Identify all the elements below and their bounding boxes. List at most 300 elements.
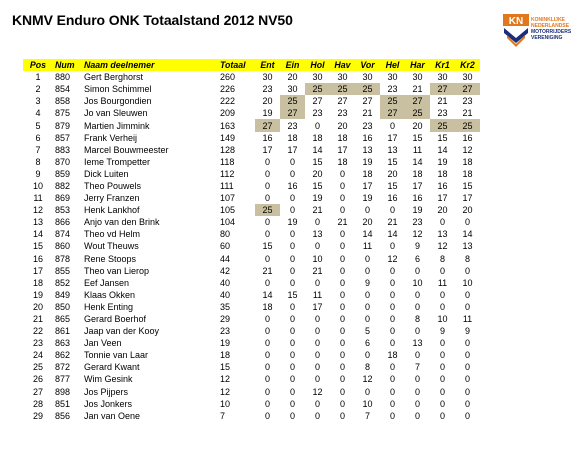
cell-pos: 18 bbox=[32, 277, 43, 288]
page-title: KNMV Enduro ONK Totaalstand 2012 NV50 bbox=[12, 12, 293, 28]
cell-score: 0 bbox=[464, 398, 470, 409]
cell-score: 25 bbox=[430, 119, 455, 131]
cell-score: 17 bbox=[437, 193, 448, 204]
cell-score: 0 bbox=[464, 217, 470, 228]
cell-pos: 16 bbox=[32, 253, 43, 264]
table-row bbox=[23, 204, 480, 216]
table-row bbox=[23, 144, 480, 156]
cell-score: 0 bbox=[389, 374, 395, 385]
cell-name: Tonnie van Laar bbox=[84, 350, 149, 361]
cell-score: 19 bbox=[262, 108, 273, 119]
cell-num: 852 bbox=[55, 277, 71, 288]
cell-name: Marcel Bouwmeester bbox=[84, 144, 169, 155]
cell-name: Rene Stoops bbox=[84, 253, 137, 264]
cell-score: 0 bbox=[289, 398, 295, 409]
table-row bbox=[23, 253, 480, 265]
cell-num: 855 bbox=[55, 265, 71, 276]
cell-score: 0 bbox=[439, 350, 445, 361]
cell-score: 14 bbox=[362, 229, 373, 240]
cell-score: 0 bbox=[339, 253, 345, 264]
cell-score: 27 bbox=[312, 96, 323, 107]
cell-score: 0 bbox=[364, 314, 370, 325]
cell-name: Henk Enting bbox=[84, 301, 134, 312]
cell-score: 0 bbox=[339, 277, 345, 288]
header-hav: Hav bbox=[330, 59, 355, 71]
table-row bbox=[23, 361, 480, 373]
cell-score: 0 bbox=[364, 350, 370, 361]
cell-score: 0 bbox=[339, 193, 345, 204]
cell-score: 0 bbox=[464, 289, 470, 300]
cell-name: Klaas Okken bbox=[84, 289, 136, 300]
cell-score: 30 bbox=[312, 72, 323, 83]
cell-score: 9 bbox=[464, 326, 470, 337]
cell-num: 849 bbox=[55, 289, 71, 300]
cell-score: 0 bbox=[314, 362, 320, 373]
cell-score: 14 bbox=[437, 144, 448, 155]
cell-pos: 4 bbox=[35, 108, 41, 119]
cell-score: 23 bbox=[387, 84, 398, 95]
cell-score: 12 bbox=[312, 386, 323, 397]
cell-score: 17 bbox=[312, 301, 323, 312]
cell-score: 14 bbox=[312, 144, 323, 155]
cell-score: 0 bbox=[464, 386, 470, 397]
cell-score: 20 bbox=[262, 96, 273, 107]
cell-score: 12 bbox=[437, 241, 448, 252]
cell-num: 898 bbox=[55, 386, 71, 397]
cell-score: 0 bbox=[389, 277, 395, 288]
cell-pos: 22 bbox=[32, 326, 43, 337]
cell-score: 0 bbox=[339, 386, 345, 397]
cell-score: 0 bbox=[264, 386, 270, 397]
cell-name: Jaap van der Kooy bbox=[84, 326, 160, 337]
cell-score: 23 bbox=[437, 108, 448, 119]
knmv-shield-icon bbox=[503, 14, 529, 48]
cell-total: 149 bbox=[220, 132, 236, 143]
table-row bbox=[23, 228, 480, 240]
cell-num: 878 bbox=[55, 253, 71, 264]
table-row bbox=[23, 386, 480, 398]
cell-score: 18 bbox=[362, 168, 373, 179]
cell-score: 21 bbox=[337, 217, 348, 228]
cell-score: 6 bbox=[414, 253, 420, 264]
cell-pos: 25 bbox=[32, 362, 43, 373]
cell-score: 0 bbox=[464, 338, 470, 349]
cell-score: 15 bbox=[387, 180, 398, 191]
cell-total: 163 bbox=[220, 120, 236, 131]
cell-score: 11 bbox=[437, 277, 448, 288]
cell-name: Wim Gesink bbox=[84, 374, 133, 385]
cell-score: 16 bbox=[462, 132, 473, 143]
cell-score: 18 bbox=[287, 132, 298, 143]
cell-score: 9 bbox=[414, 241, 420, 252]
cell-score: 16 bbox=[287, 180, 298, 191]
cell-score: 0 bbox=[264, 410, 270, 421]
cell-pos: 8 bbox=[35, 156, 41, 167]
cell-score: 0 bbox=[364, 205, 370, 216]
cell-score: 20 bbox=[337, 120, 348, 131]
cell-pos: 17 bbox=[32, 265, 43, 276]
cell-name: Theo van Lierop bbox=[84, 265, 150, 276]
cell-num: 851 bbox=[55, 398, 71, 409]
cell-score: 16 bbox=[387, 193, 398, 204]
cell-score: 21 bbox=[387, 217, 398, 228]
cell-score: 0 bbox=[339, 362, 345, 373]
cell-score: 7 bbox=[364, 410, 370, 421]
cell-num: 858 bbox=[55, 96, 71, 107]
cell-score: 17 bbox=[262, 144, 273, 155]
cell-score: 27 bbox=[280, 107, 305, 119]
cell-score: 14 bbox=[262, 289, 273, 300]
cell-pos: 14 bbox=[32, 229, 43, 240]
cell-score: 14 bbox=[387, 229, 398, 240]
cell-score: 0 bbox=[339, 326, 345, 337]
cell-score: 17 bbox=[362, 180, 373, 191]
cell-total: 107 bbox=[220, 193, 236, 204]
cell-score: 8 bbox=[464, 253, 470, 264]
cell-name: Jos Bourgondien bbox=[84, 96, 152, 107]
cell-score: 13 bbox=[437, 229, 448, 240]
cell-score: 0 bbox=[464, 350, 470, 361]
cell-score: 0 bbox=[264, 398, 270, 409]
table-body bbox=[23, 71, 480, 422]
header-num: Num bbox=[53, 59, 82, 71]
logo-text bbox=[531, 17, 577, 41]
cell-score: 18 bbox=[462, 156, 473, 167]
header-ein: Ein bbox=[280, 59, 305, 71]
table-row bbox=[23, 301, 480, 313]
cell-pos: 21 bbox=[32, 314, 43, 325]
cell-num: 866 bbox=[55, 217, 71, 228]
cell-score: 15 bbox=[312, 156, 323, 167]
cell-name: Gerard Kwant bbox=[84, 362, 140, 373]
cell-score: 17 bbox=[412, 180, 423, 191]
cell-score: 0 bbox=[289, 156, 295, 167]
cell-score: 18 bbox=[262, 301, 273, 312]
cell-score: 0 bbox=[464, 265, 470, 276]
cell-total: 19 bbox=[220, 338, 231, 349]
cell-name: Theo vd Helm bbox=[84, 229, 141, 240]
cell-score: 0 bbox=[464, 410, 470, 421]
cell-score: 13 bbox=[362, 144, 373, 155]
cell-total: 40 bbox=[220, 289, 231, 300]
cell-name: Jo van Sleuwen bbox=[84, 108, 148, 119]
cell-score: 0 bbox=[414, 289, 420, 300]
cell-name: Theo Pouwels bbox=[84, 180, 142, 191]
header-ent: Ent bbox=[255, 59, 280, 71]
cell-total: 209 bbox=[220, 108, 236, 119]
logo-initials: KN bbox=[508, 16, 524, 27]
cell-total: 260 bbox=[220, 72, 236, 83]
cell-score: 0 bbox=[289, 168, 295, 179]
cell-num: 869 bbox=[55, 193, 71, 204]
cell-score: 21 bbox=[437, 96, 448, 107]
cell-score: 0 bbox=[264, 326, 270, 337]
table-row bbox=[23, 192, 480, 204]
cell-pos: 12 bbox=[32, 205, 43, 216]
cell-pos: 9 bbox=[35, 168, 41, 179]
cell-score: 0 bbox=[289, 205, 295, 216]
cell-num: 865 bbox=[55, 314, 71, 325]
cell-score: 0 bbox=[339, 374, 345, 385]
cell-score: 16 bbox=[412, 193, 423, 204]
cell-name: Ieme Trompetter bbox=[84, 156, 151, 167]
cell-score: 0 bbox=[389, 362, 395, 373]
cell-score: 0 bbox=[414, 398, 420, 409]
cell-score: 20 bbox=[462, 205, 473, 216]
cell-score: 21 bbox=[262, 265, 273, 276]
cell-score: 0 bbox=[289, 350, 295, 361]
cell-score: 0 bbox=[464, 374, 470, 385]
table-row bbox=[23, 83, 480, 95]
table-row bbox=[23, 132, 480, 144]
cell-pos: 11 bbox=[33, 193, 43, 204]
cell-num: 862 bbox=[55, 350, 71, 361]
cell-score: 15 bbox=[262, 241, 273, 252]
cell-score: 30 bbox=[362, 72, 373, 83]
cell-score: 30 bbox=[412, 72, 423, 83]
cell-score: 19 bbox=[287, 217, 298, 228]
cell-score: 0 bbox=[364, 301, 370, 312]
cell-score: 0 bbox=[264, 350, 270, 361]
cell-score: 8 bbox=[414, 314, 420, 325]
cell-name: Jan Veen bbox=[84, 338, 122, 349]
cell-total: 12 bbox=[220, 386, 231, 397]
cell-score: 30 bbox=[437, 72, 448, 83]
cell-score: 0 bbox=[439, 362, 445, 373]
cell-score: 0 bbox=[314, 374, 320, 385]
cell-total: 10 bbox=[220, 398, 231, 409]
cell-name: Wout Theuws bbox=[84, 241, 139, 252]
cell-score: 0 bbox=[389, 265, 395, 276]
cell-num: 859 bbox=[55, 168, 71, 179]
cell-name: Anjo van den Brink bbox=[84, 217, 160, 228]
header-name: Naam deelnemer bbox=[82, 59, 217, 71]
cell-score: 25 bbox=[455, 119, 480, 131]
table-row bbox=[23, 349, 480, 361]
cell-num: 872 bbox=[55, 362, 71, 373]
cell-score: 9 bbox=[364, 277, 370, 288]
cell-score: 15 bbox=[412, 132, 423, 143]
cell-score: 0 bbox=[264, 277, 270, 288]
cell-score: 11 bbox=[312, 289, 323, 300]
cell-score: 0 bbox=[289, 314, 295, 325]
cell-score: 0 bbox=[339, 180, 345, 191]
cell-score: 0 bbox=[289, 193, 295, 204]
cell-score: 17 bbox=[462, 193, 473, 204]
cell-score: 0 bbox=[264, 362, 270, 373]
cell-score: 25 bbox=[380, 95, 405, 107]
cell-score: 0 bbox=[439, 398, 445, 409]
cell-num: 861 bbox=[55, 326, 71, 337]
cell-score: 27 bbox=[405, 95, 430, 107]
cell-score: 15 bbox=[287, 289, 298, 300]
cell-score: 14 bbox=[462, 229, 473, 240]
cell-score: 0 bbox=[414, 265, 420, 276]
cell-total: 112 bbox=[220, 168, 235, 179]
cell-pos: 10 bbox=[32, 180, 43, 191]
cell-score: 19 bbox=[312, 193, 323, 204]
cell-score: 0 bbox=[364, 289, 370, 300]
cell-pos: 5 bbox=[35, 120, 41, 131]
cell-name: Henk Lankhof bbox=[84, 205, 140, 216]
cell-score: 18 bbox=[337, 132, 348, 143]
cell-pos: 1 bbox=[35, 72, 41, 83]
cell-score: 19 bbox=[362, 156, 373, 167]
cell-score: 25 bbox=[355, 83, 380, 95]
cell-score: 10 bbox=[437, 314, 448, 325]
cell-score: 13 bbox=[462, 241, 473, 252]
cell-pos: 20 bbox=[32, 301, 43, 312]
cell-num: 856 bbox=[55, 410, 71, 421]
cell-score: 0 bbox=[339, 410, 345, 421]
cell-name: Eef Jansen bbox=[84, 277, 130, 288]
standings-table bbox=[23, 59, 480, 422]
cell-score: 0 bbox=[314, 350, 320, 361]
cell-score: 0 bbox=[389, 386, 395, 397]
table-row bbox=[23, 216, 480, 228]
cell-score: 16 bbox=[362, 132, 373, 143]
logo-line: NEDERLANDSE bbox=[531, 23, 570, 29]
logo-line: MOTORRIJDERS bbox=[531, 29, 572, 35]
cell-score: 20 bbox=[437, 205, 448, 216]
cell-score: 0 bbox=[439, 301, 445, 312]
cell-pos: 7 bbox=[35, 144, 41, 155]
cell-score: 0 bbox=[314, 326, 320, 337]
cell-score: 0 bbox=[289, 229, 295, 240]
cell-score: 15 bbox=[437, 132, 448, 143]
cell-score: 21 bbox=[462, 108, 473, 119]
cell-score: 0 bbox=[264, 156, 270, 167]
cell-score: 20 bbox=[387, 168, 398, 179]
cell-score: 0 bbox=[289, 265, 295, 276]
cell-score: 30 bbox=[387, 72, 398, 83]
cell-pos: 26 bbox=[32, 374, 43, 385]
cell-score: 10 bbox=[362, 398, 373, 409]
cell-score: 0 bbox=[364, 386, 370, 397]
cell-score: 17 bbox=[287, 144, 298, 155]
cell-score: 12 bbox=[412, 229, 423, 240]
cell-num: 882 bbox=[55, 180, 71, 191]
cell-score: 21 bbox=[362, 108, 373, 119]
table-row bbox=[23, 95, 480, 107]
cell-score: 0 bbox=[389, 338, 395, 349]
cell-score: 23 bbox=[412, 217, 423, 228]
cell-score: 27 bbox=[380, 107, 405, 119]
cell-score: 30 bbox=[337, 72, 348, 83]
cell-score: 13 bbox=[312, 229, 323, 240]
cell-num: 875 bbox=[55, 108, 71, 119]
cell-score: 0 bbox=[364, 265, 370, 276]
cell-num: 857 bbox=[55, 132, 71, 143]
cell-score: 27 bbox=[337, 96, 348, 107]
cell-score: 0 bbox=[264, 374, 270, 385]
cell-score: 0 bbox=[314, 217, 320, 228]
cell-pos: 23 bbox=[32, 338, 43, 349]
cell-total: 222 bbox=[220, 96, 236, 107]
cell-num: 883 bbox=[55, 144, 71, 155]
cell-total: 15 bbox=[220, 362, 231, 373]
cell-score: 0 bbox=[339, 289, 345, 300]
cell-name: Jerry Franzen bbox=[84, 193, 140, 204]
cell-score: 11 bbox=[462, 314, 473, 325]
cell-score: 0 bbox=[414, 350, 420, 361]
cell-score: 19 bbox=[437, 156, 448, 167]
table-row bbox=[23, 180, 480, 192]
cell-score: 23 bbox=[362, 120, 373, 131]
cell-score: 17 bbox=[387, 132, 398, 143]
cell-score: 0 bbox=[339, 265, 345, 276]
cell-score: 0 bbox=[439, 386, 445, 397]
cell-score: 23 bbox=[312, 108, 323, 119]
cell-score: 0 bbox=[389, 301, 395, 312]
cell-score: 0 bbox=[264, 314, 270, 325]
cell-score: 18 bbox=[462, 168, 473, 179]
cell-score: 0 bbox=[389, 241, 395, 252]
cell-score: 0 bbox=[339, 314, 345, 325]
cell-score: 11 bbox=[362, 241, 373, 252]
cell-score: 5 bbox=[364, 326, 370, 337]
cell-score: 18 bbox=[437, 168, 448, 179]
cell-num: 879 bbox=[55, 120, 71, 131]
cell-pos: 2 bbox=[35, 84, 41, 95]
header-hel: Hel bbox=[380, 59, 405, 71]
cell-score: 30 bbox=[287, 84, 298, 95]
cell-pos: 19 bbox=[32, 289, 43, 300]
cell-score: 23 bbox=[262, 84, 273, 95]
cell-name: Jos Jonkers bbox=[84, 398, 133, 409]
cell-score: 0 bbox=[289, 301, 295, 312]
cell-score: 23 bbox=[287, 120, 298, 131]
cell-total: 35 bbox=[220, 301, 231, 312]
cell-score: 10 bbox=[462, 277, 473, 288]
cell-score: 20 bbox=[287, 72, 298, 83]
cell-name: Jan van Oene bbox=[84, 410, 141, 421]
cell-score: 0 bbox=[339, 205, 345, 216]
cell-score: 14 bbox=[412, 156, 423, 167]
cell-score: 0 bbox=[314, 398, 320, 409]
cell-score: 25 bbox=[405, 107, 430, 119]
table-row bbox=[23, 71, 480, 83]
cell-total: 128 bbox=[220, 144, 236, 155]
cell-score: 0 bbox=[389, 410, 395, 421]
cell-score: 18 bbox=[412, 168, 423, 179]
cell-score: 15 bbox=[462, 180, 473, 191]
cell-score: 0 bbox=[289, 277, 295, 288]
cell-total: 7 bbox=[220, 410, 226, 421]
cell-score: 12 bbox=[462, 144, 473, 155]
cell-score: 25 bbox=[305, 83, 330, 95]
table-row bbox=[23, 373, 480, 385]
header-pos: Pos bbox=[23, 59, 53, 71]
cell-score: 0 bbox=[364, 253, 370, 264]
cell-total: 111 bbox=[220, 180, 234, 191]
cell-score: 0 bbox=[339, 350, 345, 361]
cell-total: 60 bbox=[220, 241, 231, 252]
cell-score: 0 bbox=[339, 338, 345, 349]
cell-score: 0 bbox=[439, 265, 445, 276]
cell-score: 0 bbox=[289, 374, 295, 385]
cell-score: 0 bbox=[314, 338, 320, 349]
cell-score: 0 bbox=[289, 362, 295, 373]
cell-score: 30 bbox=[262, 72, 273, 83]
cell-pos: 27 bbox=[32, 386, 43, 397]
cell-score: 15 bbox=[312, 180, 323, 191]
cell-score: 9 bbox=[439, 326, 445, 337]
cell-score: 0 bbox=[264, 168, 270, 179]
knmv-logo bbox=[503, 14, 575, 54]
cell-score: 0 bbox=[339, 301, 345, 312]
cell-score: 0 bbox=[414, 301, 420, 312]
